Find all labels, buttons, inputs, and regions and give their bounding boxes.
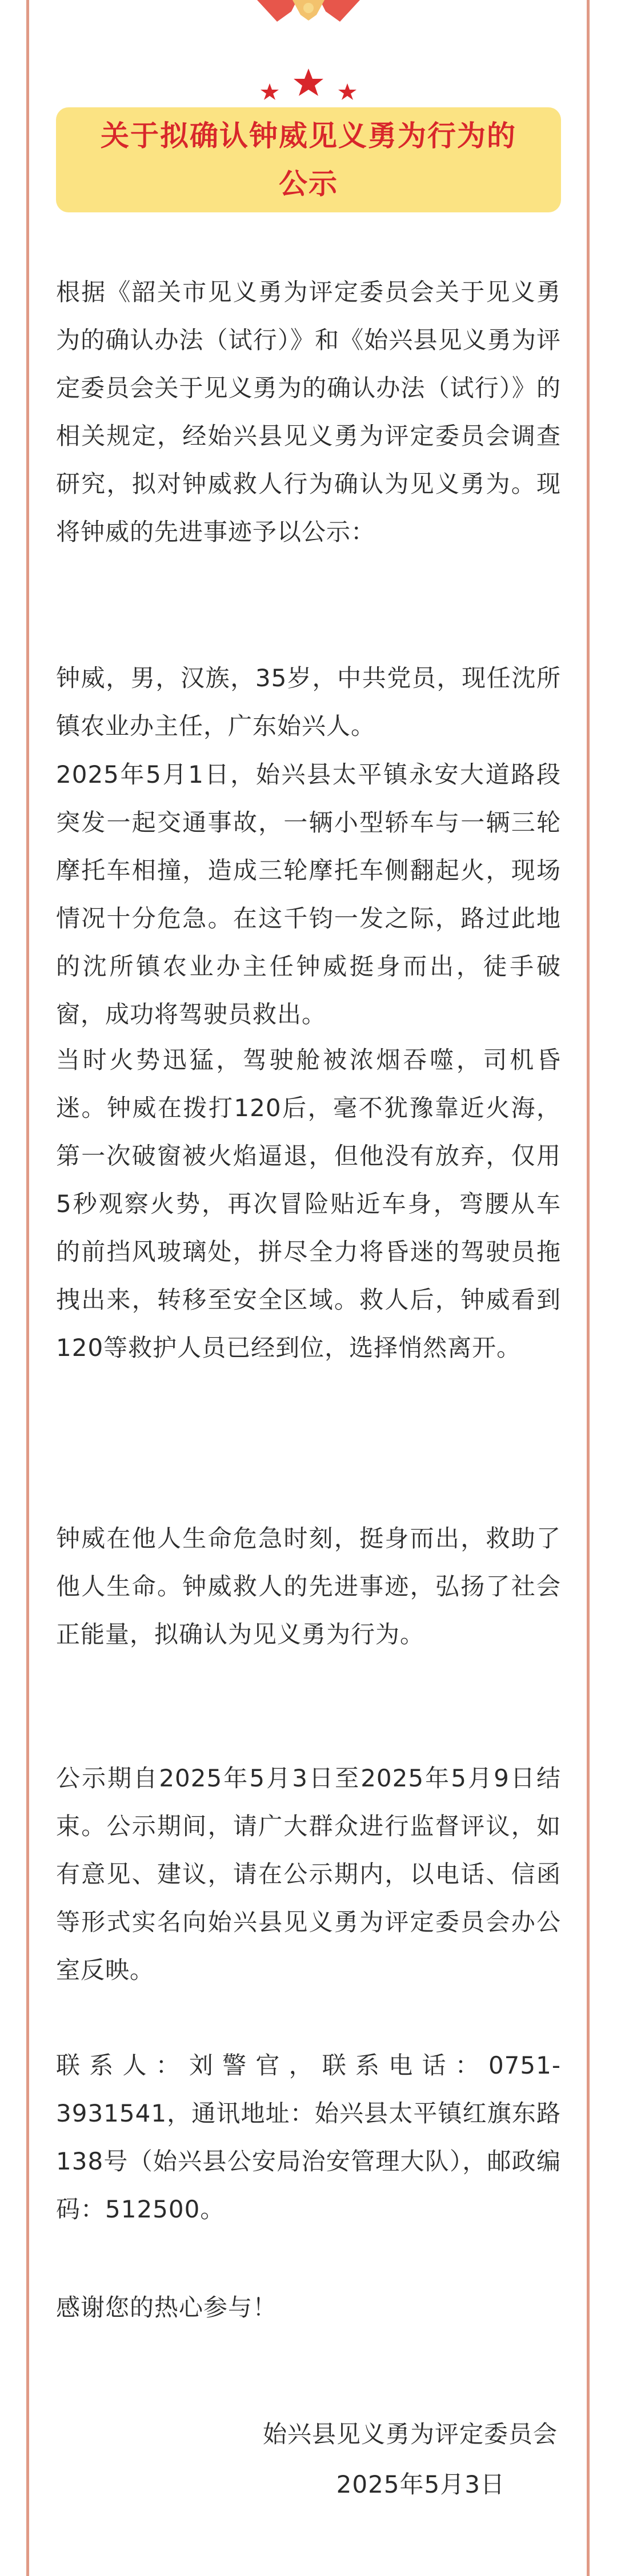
paragraph-commendation: 钟威在他人生命危急时刻，挺身而出，救助了他人生命。钟威救人的先进事迹，弘扬了社会正能量，拟确认为见义勇为行为。 — [56, 1524, 561, 1648]
title-banner — [56, 107, 561, 212]
paragraph-contact: 联系人：刘警官，联系电话：0751-3931541，通讯地址：始兴县太平镇红旗东路138号（始兴县公安局治安管理大队），邮政编码：512500。 — [56, 2051, 561, 2223]
paragraph-profile: 钟威，男，汉族，35岁，中共党员，现任沈所镇农业办主任，广东始兴人。 — [56, 664, 561, 740]
paragraph-incident: 2025年5月1日，始兴县太平镇永安大道路段突发一起交通事故，一辆小型轿车与一辆三轮摩托车相撞，造成三轮摩托车侧翻起火，现场情况十分危急。在这千钧一发之际，路过此地的沈所镇农业办主任钟威挺身而出，徒手破窗，成功将驾驶员救出。 — [56, 760, 561, 1028]
paragraph-basis: 根据《韶关市见义勇为评定委员会关于见义勇为的确认办法（试行）》和《始兴县见义勇为评定委员会关于见义勇为的确认办法（试行）》的相关规定，经始兴县见义勇为评定委员会调查研究，拟对钟威救人行为确认为见义勇为。现将钟威的先进事迹予以公示： — [56, 278, 561, 546]
paragraph-rescue-details: 当时火势迅猛，驾驶舱被浓烟吞噬，司机昏迷。钟威在拨打120后，毫不犹豫靠近火海，第一次破窗被火焰逼退，但他没有放弃，仅用5秒观察火势，再次冒险贴近车身，弯腰从车的前挡风玻璃处，拼尽全力将昏迷的驾驶员拖拽出来，转移至安全区域。救人后，钟威看到120等救护人员已经到位，选择悄然离开。 — [56, 1046, 561, 1362]
signature-organization: 始兴县见义勇为评定委员会 — [262, 2420, 558, 2448]
signature-date: 2025年5月3日 — [336, 2470, 505, 2498]
page-title: 关于拟确认钟威见义勇为行为的公示 — [101, 119, 516, 200]
ribbon-decoration-icon — [257, 0, 360, 24]
paragraph-notice-period: 公示期自2025年5月3日至2025年5月9日结束。公示期间，请广大群众进行监督评议，如有意见、建议，请在公示期内，以电话、信函等形式实名向始兴县见义勇为评定委员会办公室反映。 — [56, 1764, 561, 1984]
red-stars-icon — [251, 64, 366, 110]
paragraph-thanks: 感谢您的热心参与！ — [56, 2293, 278, 2321]
